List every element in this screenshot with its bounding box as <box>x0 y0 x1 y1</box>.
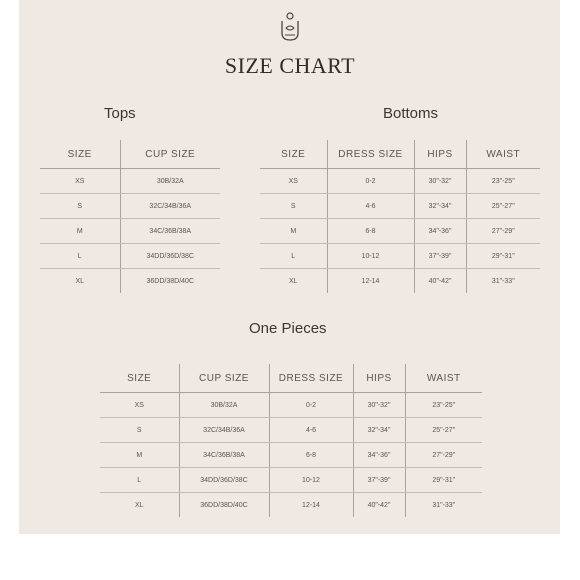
table-cell: 40"-42" <box>353 493 405 518</box>
table-row <box>40 194 220 219</box>
table-cell: 4-6 <box>327 194 414 219</box>
table-cell: M <box>260 219 327 244</box>
table-cell: 12-14 <box>327 269 414 294</box>
column-header: SIZE <box>100 364 179 393</box>
table-cell: S <box>260 194 327 219</box>
table-cell: M <box>100 443 179 468</box>
table-cell: 34DD/36D/38C <box>120 244 220 269</box>
table-header-row <box>100 364 482 393</box>
table-row <box>260 244 540 269</box>
table-cell: S <box>100 418 179 443</box>
table-row <box>40 169 220 194</box>
table-cell: 29"-31" <box>466 244 540 269</box>
table-row <box>260 219 540 244</box>
table-row <box>40 219 220 244</box>
column-header: SIZE <box>40 140 120 169</box>
tops-heading: Tops <box>104 105 136 122</box>
table-cell: 6-8 <box>327 219 414 244</box>
table-row <box>100 443 482 468</box>
table-cell: S <box>40 194 120 219</box>
bottoms-heading: Bottoms <box>383 105 439 122</box>
column-header: HIPS <box>414 140 466 169</box>
column-header: DRESS SIZE <box>269 364 353 393</box>
table-cell: 34C/36B/38A <box>179 443 269 468</box>
table-cell: 25"-27" <box>466 194 540 219</box>
table-cell: XL <box>75 277 85 285</box>
one-pieces-heading: One Pieces <box>249 320 327 337</box>
table-row <box>100 418 482 443</box>
table-cell: 29"-31" <box>405 468 482 493</box>
column-header: WAIST <box>466 140 540 169</box>
table-cell: 10-12 <box>269 468 353 493</box>
table-cell: 23"-25" <box>466 169 540 194</box>
table-cell: 31"-33" <box>405 493 482 518</box>
table-cell: 34DD/36D/38C <box>179 468 269 493</box>
table-row <box>40 269 220 294</box>
column-header: SIZE <box>260 140 327 169</box>
table-cell: 0-2 <box>327 169 414 194</box>
table-cell: 34"-36" <box>353 443 405 468</box>
table-cell: 0-2 <box>269 393 353 418</box>
table-cell: 37"-39" <box>414 244 466 269</box>
table-row <box>100 493 482 518</box>
table-cell: 32"-34" <box>353 418 405 443</box>
table-cell: XL <box>134 501 144 509</box>
table-header-row <box>40 140 220 169</box>
table-row <box>260 269 540 294</box>
table-cell: L <box>100 468 179 493</box>
table-cell: 34C/36B/38A <box>120 219 220 244</box>
brand-logo-icon <box>279 12 301 42</box>
table-cell: 34"-36" <box>414 219 466 244</box>
table-cell: 6-8 <box>269 443 353 468</box>
table-cell: M <box>40 219 120 244</box>
table-cell: 32C/34B/36A <box>179 418 269 443</box>
tops-table <box>40 140 220 293</box>
table-row <box>100 468 482 493</box>
table-cell: 23"-25" <box>405 393 482 418</box>
table-cell: L <box>260 244 327 269</box>
table-cell: 27"-29" <box>466 219 540 244</box>
column-header: DRESS SIZE <box>327 140 414 169</box>
table-cell: 31"-33" <box>466 269 540 294</box>
column-header: CUP SIZE <box>120 140 220 169</box>
table-cell: XS <box>100 393 179 418</box>
table-cell: XS <box>260 169 327 194</box>
table-cell: 30B/32A <box>120 169 220 194</box>
column-header: HIPS <box>353 364 405 393</box>
table-cell: 10-12 <box>327 244 414 269</box>
table-cell: 4-6 <box>269 418 353 443</box>
column-header: CUP SIZE <box>179 364 269 393</box>
table-cell: 25"-27" <box>405 418 482 443</box>
table-row <box>260 169 540 194</box>
bottoms-table <box>260 140 540 293</box>
table-cell: 30B/32A <box>179 393 269 418</box>
table-cell: XS <box>40 169 120 194</box>
table-row <box>40 244 220 269</box>
one-pieces-table <box>100 364 482 517</box>
table-cell: 12-14 <box>269 493 353 518</box>
table-cell: 30"-32" <box>414 169 466 194</box>
table-row <box>100 393 482 418</box>
table-cell: 36DD/38D/40C <box>179 493 269 518</box>
table-cell: 32"-34" <box>414 194 466 219</box>
table-row <box>260 194 540 219</box>
table-cell: 37"-39" <box>353 468 405 493</box>
table-cell: XL <box>288 277 298 285</box>
table-cell: L <box>40 244 120 269</box>
page-title: SIZE CHART <box>224 53 356 78</box>
column-header: WAIST <box>405 364 482 393</box>
table-cell: 30"-32" <box>353 393 405 418</box>
table-cell: 27"-29" <box>405 443 482 468</box>
table-cell: 32C/34B/36A <box>120 194 220 219</box>
table-cell: 40"-42" <box>414 269 466 294</box>
table-header-row <box>260 140 540 169</box>
table-cell: 36DD/38D/40C <box>120 269 220 294</box>
